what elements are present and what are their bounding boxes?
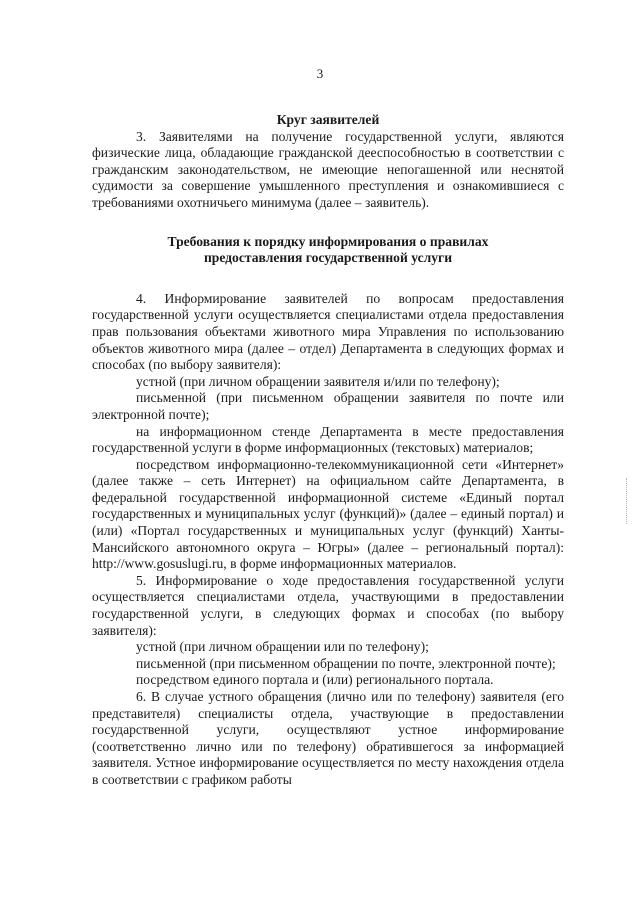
list-item-oral: устной (при личном обращении заявителя и/или по телефону); bbox=[136, 373, 500, 389]
paragraph-6: 6. В случае устного обращения (лично или по телефону) заявителя (его представителя) специалисты отдела, участвующие в предоставлении государственной услуги, осуществляют устное информирование (соответственно лично или по телефону) обратившегося за информацией заявителя. Устное информирование осуществляется по месту нахождения отдела в соответствии с графиком работы bbox=[92, 689, 564, 787]
section-heading-line-1: Требования к порядку информирования о правилах bbox=[167, 233, 489, 249]
paragraph-4: 4. Информирование заявителей по вопросам предоставления государственной услуги осуществляется специалистами отдела предоставления прав пользования объектами животного мира Управления по использованию объектов животного мира (далее – отдел) Департамента в следующих формах и способах (по выбору заявителя): bbox=[92, 290, 564, 373]
list-item-portal: посредством единого портала и (или) регионального портала. bbox=[136, 672, 494, 688]
paragraph-3: 3. Заявителями на получение государственной услуги, являются физические лица, обладающие гражданской дееспособностью в соответствии с гражданским законодательством, не имеющие непогашенной или неснятой судимости за совершение умышленного преступления и ознакомившиеся с требованиями охотничьего минимума (далее – заявитель). bbox=[92, 128, 564, 210]
list-item-written: письменной (при письменном обращении заявителя по почте или электронной почте); bbox=[92, 390, 564, 422]
scan-margin-mark bbox=[626, 478, 629, 524]
list-item-written-2: письменной (при письменном обращении по почте, электронной почте); bbox=[136, 655, 556, 671]
list-item-internet: посредством информационно-телекоммуникационной сети «Интернет» (далее также – сеть Интернет) на официальном сайте Департамента, в федеральной государственной информационной системе «Единый портал государственных и муниципальных услуг (функций)» (далее – единый портал) и (или) «Портал государственных и муниципальных услуг (функций) Ханты-Мансийского автономного округа – Югры» (далее – региональный портал): http://www.gosuslugi.ru, в форме информационных материалов. bbox=[92, 456, 564, 572]
paragraph-5: 5. Информирование о ходе предоставления государственной услуги осуществляется специалистами отдела, участвующими в предоставлении государственной услуги, в следующих формах и способах (по выбору заявителя): bbox=[92, 572, 564, 638]
section-heading-information-requirements bbox=[92, 234, 564, 267]
page-number: 3 bbox=[316, 66, 324, 81]
section-heading-applicants: Круг заявителей bbox=[276, 112, 380, 127]
document-body bbox=[92, 112, 564, 789]
list-item-oral-2: устной (при личном обращении или по телефону); bbox=[136, 639, 429, 655]
list-item-info-stand: на информационном стенде Департамента в месте предоставления государственной услуги в форме информационных (текстовых) материалов; bbox=[92, 423, 564, 456]
section-heading-line-2: предоставления государственной услуги bbox=[203, 250, 453, 266]
